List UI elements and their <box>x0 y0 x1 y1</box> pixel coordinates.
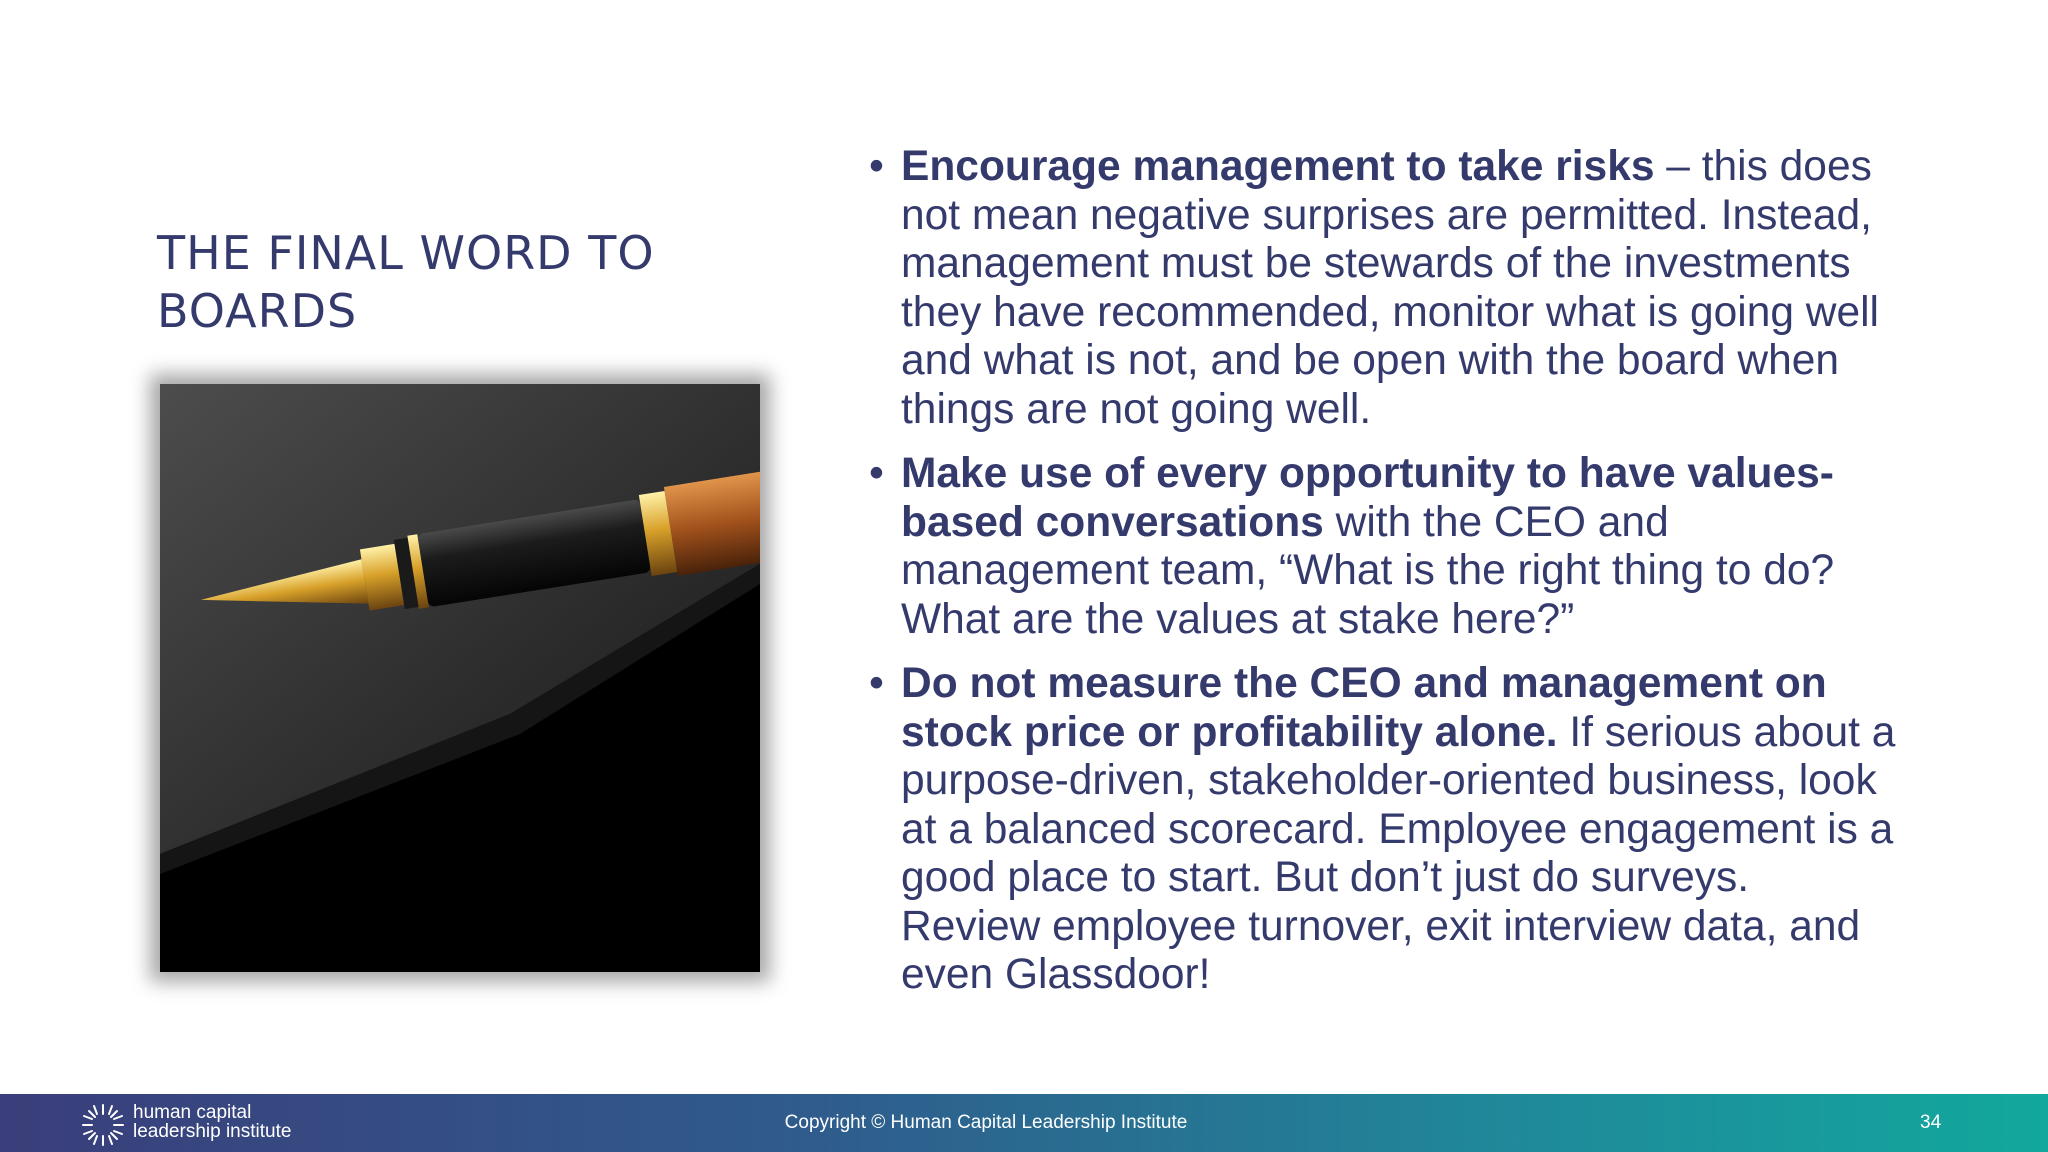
slide-title-line2: BOARDS <box>157 284 358 338</box>
slide-title <box>157 224 757 340</box>
bullet-dot: • <box>869 143 884 190</box>
copyright-label: Copyright © Human Capital Leadership Institute <box>784 1112 1188 1133</box>
logo-line1: human capital <box>133 1102 252 1123</box>
slide-title-line1: THE FINAL WORD TO <box>157 226 655 280</box>
copyright-text <box>0 1113 2048 1133</box>
fountain-pen-illustration <box>160 384 760 972</box>
bullet-heading: Make use of every opportunity to have values-based conversations <box>901 450 1834 546</box>
fountain-pen-photo <box>160 384 760 972</box>
bullet-text: If serious about a purpose-driven, stakeholder-oriented business, look at a balanced scorecard. Employee engagement is a good place to start. But don’t just do surveys. Review employee turnover, exit interview data, and even Glassdoor! <box>901 708 1896 998</box>
bullet-dot: • <box>869 660 884 707</box>
bullet-text: – this does not mean negative surprises are permitted. Instead, management must be stewards of the investments they have recommended, monitor what is going well and what is not, and be open with the board when things are not going well. <box>901 143 1879 433</box>
bullet-item <box>869 450 1899 644</box>
bullet-list <box>869 143 1899 1016</box>
bullet-text: with the CEO and management team, “What is the right thing to do? What are the values at stake here?” <box>901 498 1835 643</box>
bullet-heading: Do not measure the CEO and management on stock price or profitability alone. <box>901 660 1827 756</box>
page-number: 34 <box>1920 1112 1942 1133</box>
bullet-item <box>869 143 1899 434</box>
bullet-heading: Encourage management to take risks <box>901 143 1655 190</box>
logo-line2: leadership institute <box>133 1121 292 1142</box>
bullet-dot: • <box>869 450 884 497</box>
bullet-item <box>869 660 1899 1000</box>
footer-bar <box>0 1094 2048 1152</box>
